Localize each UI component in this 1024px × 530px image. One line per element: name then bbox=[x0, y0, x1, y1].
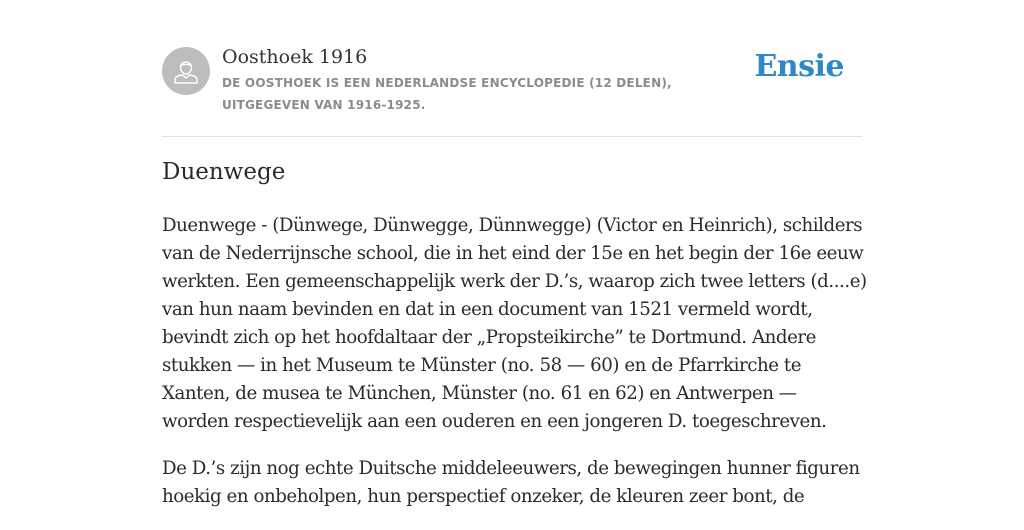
source-description: DE OOSTHOEK IS EEN NEDERLANDSE ENCYCLOPEDIE (12 DELEN), UITGEGEVEN VAN 1916-1925. bbox=[222, 76, 672, 112]
avatar[interactable] bbox=[162, 47, 210, 95]
user-silhouette-icon bbox=[162, 47, 210, 95]
article-title: Duenwege bbox=[162, 159, 286, 185]
article-body bbox=[162, 212, 867, 530]
ensie-logo[interactable]: Ensie bbox=[754, 49, 844, 84]
article-paragraph: De D.’s zijn nog echte Duitsche middeleeuwers, de bewegingen hunner figuren hoekig en onbeholpen, hun perspectief onzeker, de kleuren zeer bont, de bbox=[162, 458, 860, 507]
source-header bbox=[162, 40, 862, 137]
source-title[interactable]: Oosthoek 1916 bbox=[222, 46, 368, 68]
article-paragraph: Duenwege - (Dünwege, Dünwegge, Dünnwegge) (Victor en Heinrich), schilders van de Nederrijnsche school, die in het eind der 15e en het begin der 16e eeuw werkten. Een gemeenschappelijk werk der D.’s, waarop zich twee letters (d....e) van hun naam bevinden en dat in een document van 1521 vermeld wordt, bevindt zich op het hoofdaltaar der „Propsteikirche” te Dortmund. Andere stukken — in het Museum te Münster (no. 58 — 60) en de Pfarrkirche te Xanten, de musea te München, Münster (no. 61 en 62) en Antwerpen — worden respectievelijk aan een ouderen en een jongeren D. toegeschreven. bbox=[162, 215, 867, 432]
